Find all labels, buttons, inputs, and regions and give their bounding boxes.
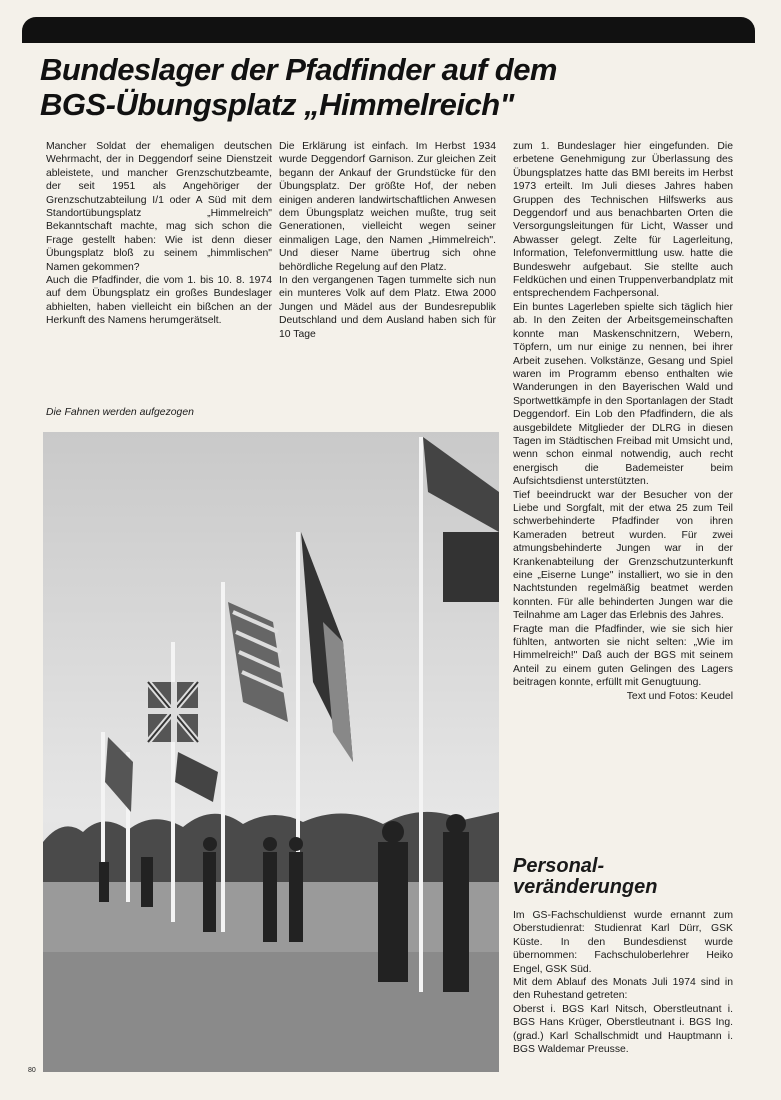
article-column-3 [513, 140, 733, 703]
article-title [40, 52, 740, 122]
paragraph: Auch die Pfadfinder, die vom 1. bis 10. 8. 1974 auf dem Übungsplatz ein großes Bundeslager abhielten, haben vielleicht ein bißchen an der Herkunft des Namens herumgerätselt. [46, 275, 272, 327]
paragraph: Oberst i. BGS Karl Nitsch, Oberstleutnant i. BGS Hans Krüger, Oberstleutnant i. BGS Ing. (grad.) Karl Schallschmidt und Hauptmann i. BGS Waldemar Preusse. [513, 1003, 733, 1056]
article-column-1 [46, 140, 272, 328]
paragraph: Fragte man die Pfadfinder, wie sie sich hier fühlten, antworten sie nicht selten: „Wie im Himmelreich!" Daß auch der BGS mit seinem Anteil zu einem guten Gelingen des Lagers beitragen konnte, erfüllt mit Genugtuung. [513, 623, 733, 689]
paragraph: Tief beeindruckt war der Besucher von der Liebe und Sorgfalt, mit der etwa 25 zum Teil schwerbehinderte Pfadfinder von ihren Kameraden betreut wurden. Für zwei atmungsbehinderte Jungen war in der Krankenabteilung der Grenzschutzunterkunft eine „Eiserne Lunge" installiert, wo sie in den Nachtstunden regelmäßig beatmet werden konnten. Für alle behinderten Jungen war die Teilnahme am Lager das Erlebnis des Jahres. [513, 489, 733, 622]
personnel-column [513, 909, 733, 1056]
paragraph: Ein buntes Lagerleben spielte sich täglich hier ab. In den Zeiten der Arbeitsgemeinschaften konnte man Maskenschnitzern, Webern, Töpfern, um nur einige zu nennen, bei ihrer Arbeit zusehen. Volkstänze, Gesang und Spiel waren im Programm ebenso enthalten wie Wanderungen in den Bayerischen Wald und Sportwettkämpfe in den Sportanlagen der Stadt Deggendorf. Ein Lob den Pfadfindern, die als ausgebildete Mitglieder der DLRG in diesen Tagen im Städtischen Freibad mit Umsicht und, wenn schon einmal notwendig, auch recht energisch die Bademeister beim Aufsichtsdienst unterstützten. [513, 301, 733, 488]
paragraph: In den vergangenen Tagen tummelte sich nun ein munteres Volk auf dem Platz. Etwa 2000 Jungen und Mädel aus der Bundesrepublik Deutschland und dem Ausland haben sich für 10 Tage [279, 275, 496, 340]
photo-credit: Text und Fotos: Keudel [626, 690, 733, 702]
paragraph: Im GS-Fachschuldienst wurde ernannt zum Oberstudienrat: Studienrat Karl Dürr, GSK Küste. In den Bundesdienst wurde übernommen: Fachschuloberlehrer Heiko Engel, GSK Süd. [513, 910, 733, 975]
paragraph: Die Erklärung ist einfach. Im Herbst 1934 wurde Deggendorf Garnison. Zur gleichen Zeit begann der Ankauf der Grundstücke für den Übungsplatz. Der größte Hof, der neben einigen anderen landwirtschaftlichen Anwesen dem Übungsplatz weichen mußte, trug seit Generationen, vielleicht wegen seiner einmaligen Lage, den Namen „Himmelreich". Und dieser Name übertrug sich ohne behördliche Regelung auf den Platz. [279, 141, 496, 273]
title-line-1: Bundeslager der Pfadfinder auf dem [40, 52, 557, 87]
page-number: 80 [28, 1067, 36, 1074]
paragraph: zum 1. Bundeslager hier eingefunden. Die erbetene Genehmigung zur Überlassung des Übungsplatzes hatte das BMI bereits im Herbst 1973 erteilt. Im Juli dieses Jahres haben Gruppen des Technischen Hilfswerks aus Deggendorf und aus benachbarten Orten die Versorgungsleitungen für Licht, Wasser und Abwasser gelegt. Zelte für Lagerleitung, Information, Telefonvermittlung usw. hatte die Bundeswehr aufgebaut. Sie stellte auch Feldküchen und einen Truppenverbandplatz mit entsprechendem Fachpersonal. [513, 141, 733, 300]
flags-photo [43, 432, 499, 1072]
paragraph: Mit dem Ablauf des Monats Juli 1974 sind in den Ruhestand getreten: [513, 977, 733, 1002]
flag-ceremony-illustration [43, 432, 499, 1072]
section-heading-line-1: Personal- [513, 855, 605, 877]
article-column-2 [279, 140, 496, 341]
photo-caption: Die Fahnen werden aufgezogen [46, 407, 194, 418]
paragraph: Mancher Soldat der ehemaligen deutschen Wehrmacht, der in Deggendorf seine Dienstzeit ableistete, und mancher Grenzschutzbeamte, der seit 1951 als Angehöriger der Grenzschutzabteilung I/1 oder A Süd mit dem Standortübungsplatz „Himmelreich" Bekanntschaft machte, mag sich schon die Frage gestellt haben: Wie ist denn dieser Übungsplatz bloß zu seinem „himmlischen" Namen gekommen? [46, 141, 272, 273]
header-bar [22, 17, 755, 43]
section-heading [513, 856, 743, 898]
section-heading-line-2: veränderungen [513, 876, 658, 898]
title-line-2: BGS-Übungsplatz „Himmelreich" [40, 87, 514, 122]
